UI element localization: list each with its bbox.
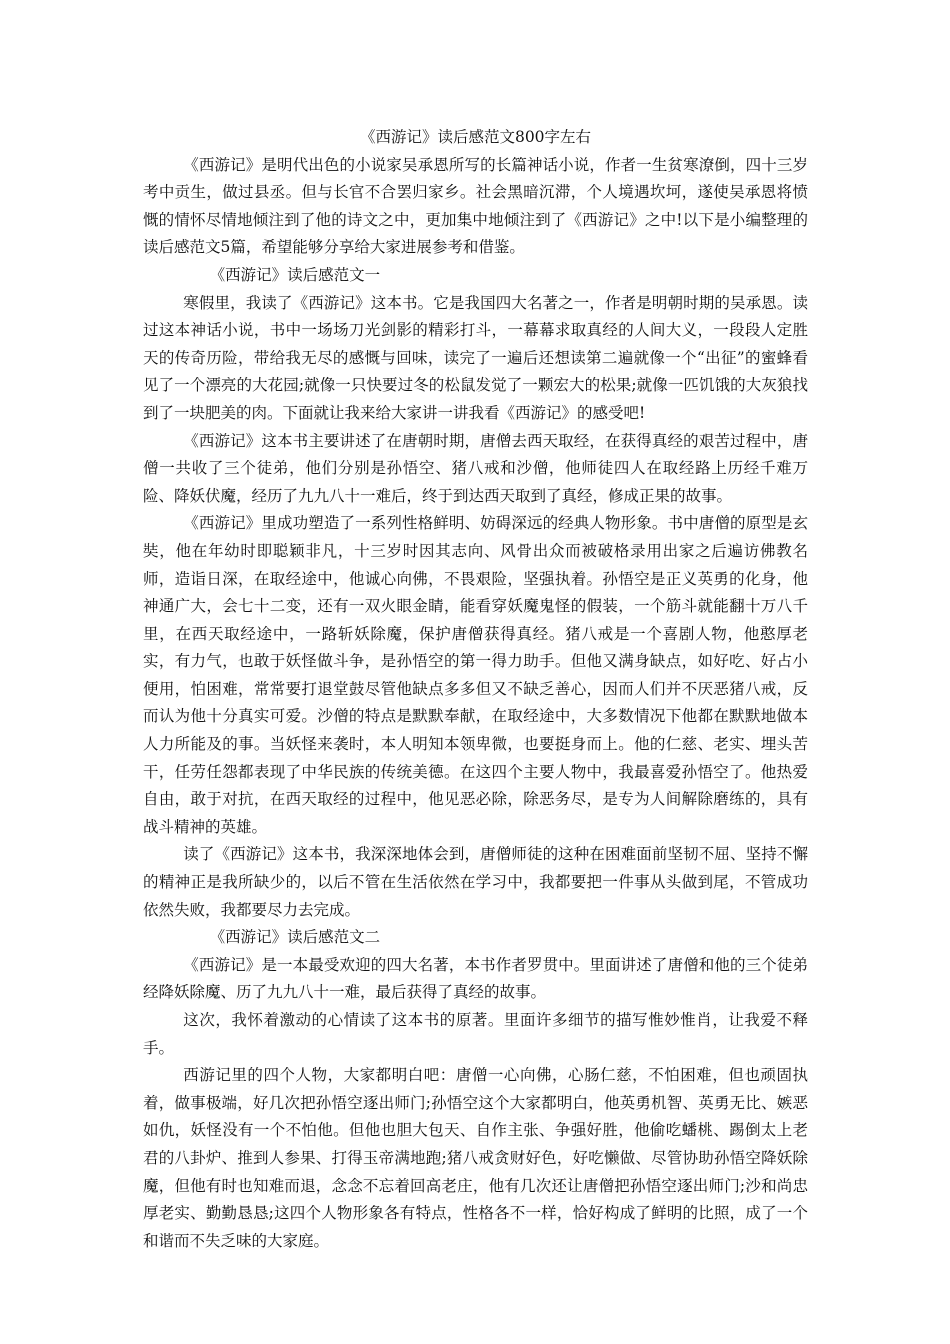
section-one-heading: 《西游记》读后感范文一 <box>209 265 381 284</box>
document-title: 《西游记》读后感范文800字左右 <box>359 128 592 146</box>
section-one-paragraph-4: 读了《西游记》这本书，我深深地体会到，唐僧师徒的这种在困难面前坚韧不屈、坚持不懈的精神正是我所缺少的，以后不管在生活依然在学习中，我都要把一件事从头做到尾，不管成功依然失败，我都要尽力去完成。 <box>143 845 808 919</box>
intro-paragraph: 《西游记》是明代出色的小说家吴承恩所写的长篇神话小说，作者一生贫寒潦倒，四十三岁考中贡生，做过县丞。但与长官不合罢归家乡。社会黑暗沉滞，个人境遇坎坷，遂使吴承恩将愤慨的情怀尽情地倾注到了他的诗文之中，更加集中地倾注到了《西游记》之中!以下是小编整理的读后感范文5篇，希望能够分享给大家进展参考和借鉴。 <box>143 155 808 257</box>
section-two-paragraph-1: 《西游记》是一本最受欢迎的四大名著，本书作者罗贯中。里面讲述了唐僧和他的三个徒弟经降妖除魔、历了九九八十一难，最后获得了真经的故事。 <box>143 955 808 1002</box>
document-body <box>143 124 808 1255</box>
section-one-paragraph-2: 《西游记》这本书主要讲述了在唐朝时期，唐僧去西天取经，在获得真经的艰苦过程中，唐僧一共收了三个徒弟，他们分别是孙悟空、猪八戒和沙僧，他师徒四人在取经路上历经千难万险、降妖伏魔，经历了九九八十一难后，终于到达西天取到了真经，修成正果的故事。 <box>143 431 808 505</box>
section-two-heading: 《西游记》读后感范文二 <box>209 928 381 947</box>
section-one-paragraph-3: 《西游记》里成功塑造了一系列性格鲜明、妨碍深远的经典人物形象。书中唐僧的原型是玄奘，他在年幼时即聪颖非凡，十三岁时因其志向、风骨出众而被破格录用出家之后遍访佛教名师，造诣日深，在取经途中，他诚心向佛，不畏艰险，坚强执着。孙悟空是正义英勇的化身，他神通广大，会七十二变，还有一双火眼金睛，能看穿妖魔鬼怪的假装，一个筋斗就能翻十万八千里，在西天取经途中，一路斩妖除魔，保护唐僧获得真经。猪八戒是一个喜剧人物，他憨厚老实，有力气，也敢于妖怪做斗争，是孙悟空的第一得力助手。但他又满身缺点，如好吃、好占小便用，怕困难，常常要打退堂鼓尽管他缺点多多但又不缺乏善心，因而人们并不厌恶猪八戒，反而认为他十分真实可爱。沙僧的特点是默默奉献，在取经途中，大多数情况下他都在默默地做本人力所能及的事。当妖怪来袭时，本人明知本领卑微，也要挺身而上。他的仁慈、老实、埋头苦干，任劳任怨都表现了中华民族的传统美德。在这四个主要人物中，我最喜爱孙悟空了。他热爱自由，敢于对抗，在西天取经的过程中，他见恶必除，除恶务尽，是专为人间解除磨练的，具有战斗精神的英雄。 <box>143 514 808 836</box>
section-one-paragraph-1: 寒假里，我读了《西游记》这本书。它是我国四大名著之一，作者是明朝时期的吴承恩。读过这本神话小说，书中一场场刀光剑影的精彩打斗，一幕幕求取真经的人间大义，一段段人定胜天的传奇历险，带给我无尽的感慨与回味，读完了一遍后还想读第二遍就像一个“出征”的蜜蜂看见了一个漂亮的大花园;就像一只快要过冬的松鼠发觉了一颗宏大的松果;就像一匹饥饿的大灰狼找到了一块肥美的肉。下面就让我来给大家讲一讲我看《西游记》的感受吧! <box>143 293 808 422</box>
section-two-paragraph-2: 这次，我怀着激动的心情读了这本书的原著。里面许多细节的描写惟妙惟肖，让我爱不释手。 <box>143 1011 808 1057</box>
section-two-paragraph-3: 西游记里的四个人物，大家都明白吧：唐僧一心向佛，心肠仁慈，不怕困难，但也顽固执着，做事极端，好几次把孙悟空逐出师门;孙悟空这个大家都明白，他英勇机智、英勇无比、嫉恶如仇，妖怪没有一个不怕他。但他也胆大包天、自作主张、争强好胜，他偷吃蟠桃、踢倒太上老君的八卦炉、推到人参果、打得玉帝满地跑;猪八戒贪财好色，好吃懒做、尽管协助孙悟空降妖除魔，但他有时也知难而退，念念不忘着回高老庄，他有几次还让唐僧把孙悟空逐出师门;沙和尚忠厚老实、勤勤恳恳;这四个人物形象各有特点，性格各不一样，恰好构成了鲜明的比照，成了一个和谐而不失乏味的大家庭。 <box>143 1066 808 1250</box>
